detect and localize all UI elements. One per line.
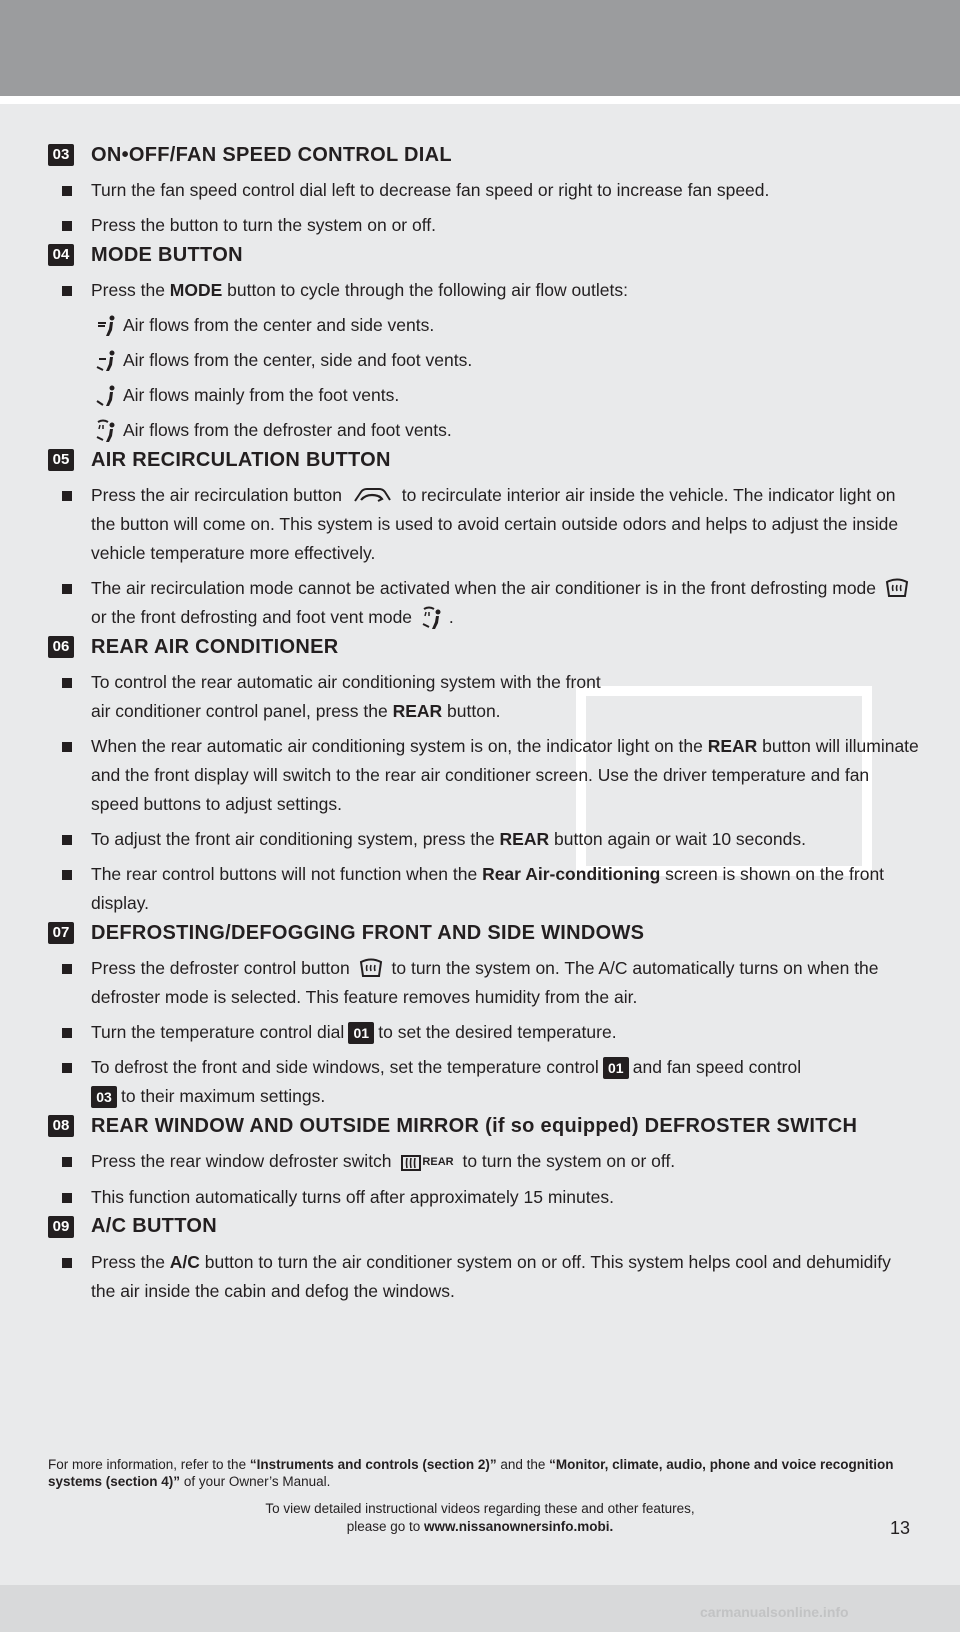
website-link[interactable]: www.nissanownersinfo.mobi.: [424, 1519, 614, 1534]
section-number: 04: [48, 244, 74, 266]
header-band: [0, 0, 960, 96]
foot-vent-icon: [95, 384, 119, 408]
bullet-item: This function automatically turns off after approximately 15 minutes.: [48, 1183, 920, 1212]
front-defrost-icon: [885, 578, 909, 600]
section-title: REAR WINDOW AND OUTSIDE MIRROR (if so equipped) DEFROSTER SWITCH: [91, 1114, 858, 1137]
section-title: ON•OFF/FAN SPEED CONTROL DIAL: [91, 143, 452, 166]
bullet-item: Press the A/C button to turn the air conditioner system on or off. This system helps cool and dehumidify the air inside the cabin and defog the windows.: [48, 1248, 920, 1306]
section-title: A/C BUTTON: [91, 1215, 217, 1238]
section-title: AIR RECIRCULATION BUTTON: [91, 448, 391, 471]
section-number: 06: [48, 636, 74, 658]
section-06: [48, 632, 920, 918]
section-07: [48, 918, 920, 1111]
ref-badge: 03: [91, 1086, 117, 1108]
section-04: [48, 240, 920, 445]
bullet-item: When the rear automatic air conditioning system is on, the indicator light on the REAR button will illuminate and the front display will switch to the rear air conditioner screen. Use the driver temperature and fan speed buttons to adjust settings.: [48, 732, 920, 819]
defrost-foot-vent-icon: [95, 419, 119, 443]
defrost-foot-vent-icon: [421, 606, 445, 630]
section-number: 03: [48, 144, 74, 166]
bullet-item: The rear control buttons will not function when the Rear Air-conditioning screen is shown on the front display.: [48, 860, 920, 918]
header-divider: [0, 96, 960, 104]
mode-line: Air flows from the defroster and foot vents.: [48, 416, 920, 445]
bullet-item: To adjust the front air conditioning system, press the REAR button again or wait 10 seconds.: [48, 825, 920, 854]
bullet-item: To defrost the front and side windows, set the temperature control 01 and fan speed control 03 to their maximum settings.: [48, 1053, 920, 1111]
footnote: For more information, refer to the “Instruments and controls (section 2)” and the “Monitor, climate, audio, phone and voice recognition systems (section 4)” of your Owner’s Manual.: [48, 1457, 894, 1489]
mode-line: Air flows from the center, side and foot vents.: [48, 346, 920, 375]
bullet-item: Turn the temperature control dial 01 to set the desired temperature.: [48, 1018, 920, 1047]
footer-text: To view detailed instructional videos regarding these and other features, please go to www.nissanownersinfo.mobi.: [265, 1501, 695, 1534]
bullet-item: Turn the fan speed control dial left to decrease fan speed or right to increase fan speed.: [48, 176, 920, 205]
section-03: [48, 140, 920, 240]
section-title: DEFROSTING/DEFOGGING FRONT AND SIDE WINDOWS: [91, 921, 645, 944]
bullet-item: Press the button to turn the system on or off.: [48, 211, 920, 240]
section-09: [48, 1212, 920, 1306]
section-number: 09: [48, 1216, 74, 1238]
bi-level-vent-icon: [95, 349, 119, 373]
ref-badge: 01: [603, 1057, 629, 1079]
mode-line: Air flows from the center and side vents.: [48, 311, 920, 340]
bullet-item: Press the air recirculation button to recirculate interior air inside the vehicle. The indicator light on the button will come on. This system is used to avoid certain outside odors and helps to adjust the inside vehicle temperature more effectively.: [48, 481, 920, 568]
section-title: MODE BUTTON: [91, 243, 243, 266]
bullet-item: Press the rear window defroster switch $^{REAR}$ to turn the system on or off.: [48, 1147, 920, 1177]
section-08: [48, 1111, 920, 1212]
bullet-item: The air recirculation mode cannot be activated when the air conditioner is in the front defrosting mode or the front defrosting and foot vent mode .: [48, 574, 920, 632]
recirculation-icon: [351, 486, 393, 506]
watermark: carmanualsonline.info: [700, 1604, 849, 1620]
section-number: 07: [48, 922, 74, 944]
page-number: 13: [890, 1518, 911, 1538]
section-05: [48, 445, 920, 632]
mode-line: Air flows mainly from the foot vents.: [48, 381, 920, 410]
face-vent-icon: [95, 314, 119, 338]
front-defrost-icon: [359, 958, 383, 980]
section-number: 08: [48, 1115, 74, 1137]
ref-badge: 01: [348, 1022, 374, 1044]
main-content: [48, 140, 920, 1306]
rear-defrost-icon: REAR: [400, 1148, 453, 1177]
bullet-item: Press the defroster control button to turn the system on. The A/C automatically turns on when the defroster mode is selected. This feature removes humidity from the air.: [48, 954, 920, 1012]
bullet-item: To control the rear automatic air conditioning system with the front air conditioner control panel, press the REAR button.: [48, 668, 601, 726]
bullet-item: Press the MODE button to cycle through the following air flow outlets:: [48, 276, 920, 305]
section-title: REAR AIR CONDITIONER: [91, 635, 339, 658]
section-number: 05: [48, 449, 74, 471]
